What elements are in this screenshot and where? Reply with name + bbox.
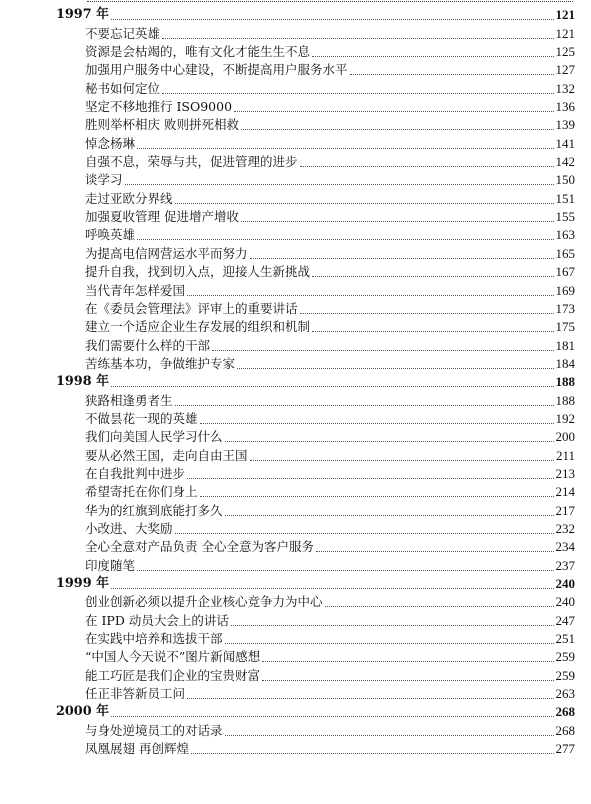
- table-of-contents: [0, 5, 591, 757]
- page-number: 247: [555, 612, 575, 628]
- entry-title: 能工巧匠是我们企业的宝贵财富: [85, 667, 261, 683]
- toc-entry[interactable]: [0, 629, 591, 647]
- dot-leader: [162, 38, 553, 39]
- dot-leader: [300, 313, 554, 314]
- page-number: 125: [555, 44, 575, 60]
- page-number: 240: [555, 576, 575, 591]
- page-number: 263: [555, 686, 575, 702]
- dot-leader: [350, 74, 554, 75]
- year-heading: 1999 年: [56, 576, 109, 591]
- page-number: 121: [555, 25, 575, 41]
- dot-leader: [162, 93, 553, 94]
- page-number: 188: [555, 374, 575, 390]
- dot-leader: [225, 441, 554, 442]
- dot-leader: [212, 350, 553, 351]
- entry-title: 建立一个适应企业生存发展的组织和机制: [85, 319, 311, 335]
- entry-title: 不做昙花一现的英雄: [85, 410, 198, 426]
- page-number: 151: [555, 190, 575, 206]
- year-heading: 1997 年: [56, 7, 109, 23]
- entry-title: 坚定不移地推行 ISO9000: [85, 99, 233, 115]
- year-heading: 2000 年: [56, 704, 109, 720]
- entry-title: 与身处逆境员工的对话录: [85, 722, 223, 738]
- entry-title: 在自我批判中进步: [85, 465, 186, 481]
- page-number: 142: [555, 154, 575, 170]
- page-number: 136: [555, 99, 575, 115]
- entry-title: 狭路相逢勇者生: [85, 392, 173, 408]
- page-number: 163: [555, 227, 575, 243]
- entry-title: 当代青年怎样爱国: [85, 282, 186, 298]
- dot-leader: [191, 753, 554, 754]
- toc-entry[interactable]: [0, 317, 591, 335]
- entry-title: 加强用户服务中心建设，不断提高用户服务水平: [85, 62, 348, 78]
- dot-leader: [125, 184, 554, 185]
- page-number: 169: [555, 282, 575, 298]
- toc-entry[interactable]: [0, 78, 591, 96]
- dot-leader: [175, 405, 554, 406]
- dot-leader: [111, 716, 554, 717]
- entry-title: 谈学习: [85, 172, 123, 188]
- page-number: 268: [555, 704, 575, 720]
- toc-entry[interactable]: [0, 427, 591, 445]
- page-number: 232: [555, 520, 575, 536]
- page-number: 277: [555, 741, 575, 757]
- entry-title: 我们需要什么样的干部: [85, 337, 211, 353]
- page-number: 214: [555, 484, 575, 500]
- entry-title: 希望寄托在你们身上: [85, 484, 198, 500]
- dot-leader: [111, 19, 554, 20]
- toc-entry[interactable]: [0, 537, 591, 555]
- entry-title: 加强夏收管理 促进增产增收: [85, 209, 239, 225]
- toc-entry[interactable]: [0, 207, 591, 225]
- dot-leader: [231, 625, 554, 626]
- dot-leader: [111, 386, 554, 387]
- page-number: 132: [555, 80, 575, 96]
- dot-leader: [225, 515, 554, 516]
- dot-leader: [312, 276, 553, 277]
- dot-leader: [312, 56, 553, 57]
- entry-title: 印度随笔: [85, 557, 136, 573]
- page-number: 141: [555, 135, 575, 151]
- entry-title: 我们向美国人民学习什么: [85, 429, 223, 445]
- toc-year-heading[interactable]: [0, 574, 591, 592]
- page-number: 259: [555, 649, 575, 665]
- entry-title: 在《委员会管理法》评审上的重要讲话: [85, 300, 298, 316]
- entry-title: 为提高电信网营运水平而努力: [85, 245, 248, 261]
- toc-entry[interactable]: [0, 647, 591, 665]
- page-number: 200: [555, 429, 575, 445]
- entry-title: 要从必然王国，走向自由王国: [85, 447, 248, 463]
- toc-entry[interactable]: [0, 299, 591, 317]
- toc-year-heading[interactable]: [0, 702, 591, 720]
- entry-title: 呼唤英雄: [85, 227, 136, 243]
- dot-leader: [175, 533, 554, 534]
- toc-entry[interactable]: [0, 262, 591, 280]
- dot-leader: [262, 661, 553, 662]
- dot-leader: [316, 551, 554, 552]
- page-number: 211: [555, 447, 575, 463]
- toc-entry[interactable]: [0, 115, 591, 133]
- dot-leader: [241, 221, 554, 222]
- dot-leader: [225, 735, 554, 736]
- page-number: 192: [555, 410, 575, 426]
- entry-title: 提升自我，找到切入点，迎接人生新挑战: [85, 264, 311, 280]
- page-number: 181: [555, 337, 575, 353]
- entry-title: 资源是会枯竭的，唯有文化才能生生不息: [85, 44, 311, 60]
- toc-entry[interactable]: [0, 42, 591, 60]
- dot-leader: [175, 203, 554, 204]
- page-number: 175: [555, 319, 575, 335]
- entry-title: 创业创新必须以提升企业核心竞争力为中心: [85, 594, 323, 610]
- entry-title: 秘书如何定位: [85, 80, 161, 96]
- toc-entry[interactable]: [0, 555, 591, 573]
- dot-leader: [137, 239, 553, 240]
- dot-leader: [234, 111, 553, 112]
- dot-leader: [241, 129, 554, 130]
- toc-entry[interactable]: [0, 280, 591, 298]
- dot-leader: [262, 680, 553, 681]
- year-heading: 1998 年: [56, 374, 109, 390]
- toc-entry[interactable]: [0, 519, 591, 537]
- page-number: 240: [555, 594, 575, 610]
- dot-leader: [111, 588, 554, 589]
- entry-title: 走过亚欧分界线: [85, 190, 173, 206]
- toc-entry[interactable]: [0, 482, 591, 500]
- toc-entry[interactable]: [0, 592, 591, 610]
- entry-title: 凤凰展翅 再创辉煌: [85, 741, 189, 757]
- entry-title: 任正非答新员工问: [85, 686, 186, 702]
- page-number: 167: [555, 264, 575, 280]
- dot-leader: [187, 478, 553, 479]
- page-number: 139: [555, 117, 575, 133]
- entry-title: 在实践中培养和选拔干部: [85, 631, 223, 647]
- dot-leader: [225, 643, 554, 644]
- page-number: 234: [555, 539, 575, 555]
- toc-entry[interactable]: [0, 23, 591, 41]
- dot-leader: [300, 166, 554, 167]
- dot-leader: [187, 295, 553, 296]
- toc-entry[interactable]: [0, 225, 591, 243]
- page-number: 127: [555, 62, 575, 78]
- toc-entry[interactable]: [0, 464, 591, 482]
- page-number: 188: [555, 392, 575, 408]
- page-number: 268: [555, 722, 575, 738]
- page-number: 150: [555, 172, 575, 188]
- entry-title: 华为的红旗到底能打多久: [85, 502, 223, 518]
- toc-entry[interactable]: [0, 720, 591, 738]
- toc-entry[interactable]: [0, 390, 591, 408]
- page-number: 184: [555, 355, 575, 371]
- dot-leader: [137, 570, 553, 571]
- page-number: 217: [555, 502, 575, 518]
- entry-title: “中国人今天说不”图片新闻感想: [85, 649, 261, 665]
- dot-leader: [87, 1, 573, 2]
- dot-leader: [312, 331, 553, 332]
- page-number: 259: [555, 667, 575, 683]
- page-number: 173: [555, 300, 575, 316]
- entry-title: 小改进、大奖励: [85, 520, 173, 536]
- toc-year-heading[interactable]: [0, 5, 591, 23]
- page-number: 121: [555, 7, 575, 23]
- toc-entry[interactable]: [0, 188, 591, 206]
- dot-leader: [250, 460, 554, 461]
- entry-title: 不要忘记英雄: [85, 25, 161, 41]
- toc-entry[interactable]: [0, 335, 591, 353]
- toc-entry[interactable]: [0, 354, 591, 372]
- entry-title: 全心全意对产品负责 全心全意为客户服务: [85, 539, 314, 555]
- dot-leader: [187, 698, 553, 699]
- page-number: 251: [555, 631, 575, 647]
- dot-leader: [237, 368, 553, 369]
- entry-title: 在 IPD 动员大会上的讲话: [85, 612, 229, 628]
- toc-entry[interactable]: [0, 445, 591, 463]
- toc-entry[interactable]: [0, 243, 591, 261]
- page-number: 155: [555, 209, 575, 225]
- dot-leader: [325, 606, 554, 607]
- toc-entry[interactable]: [0, 133, 591, 151]
- toc-entry[interactable]: [0, 500, 591, 518]
- page-number: 213: [555, 465, 575, 481]
- toc-entry[interactable]: [0, 739, 591, 757]
- toc-entry[interactable]: [0, 152, 591, 170]
- toc-year-heading[interactable]: [0, 372, 591, 390]
- toc-entry[interactable]: [0, 60, 591, 78]
- toc-entry[interactable]: [0, 97, 591, 115]
- dot-leader: [137, 148, 553, 149]
- page-number: 237: [555, 557, 575, 573]
- entry-title: 胜则举杯相庆 败则拼死相救: [85, 117, 239, 133]
- page-number: 165: [555, 245, 575, 261]
- entry-title: 苦练基本功，争做维护专家: [85, 355, 236, 371]
- entry-title: 悼念杨琳: [85, 135, 136, 151]
- toc-entry[interactable]: [0, 665, 591, 683]
- dot-leader: [250, 258, 554, 259]
- toc-entry[interactable]: [0, 610, 591, 628]
- toc-entry[interactable]: [0, 684, 591, 702]
- toc-entry[interactable]: [0, 409, 591, 427]
- entry-title: 自强不息，荣辱与共，促进管理的进步: [85, 154, 298, 170]
- toc-entry[interactable]: [0, 170, 591, 188]
- dot-leader: [200, 423, 554, 424]
- dot-leader: [200, 496, 554, 497]
